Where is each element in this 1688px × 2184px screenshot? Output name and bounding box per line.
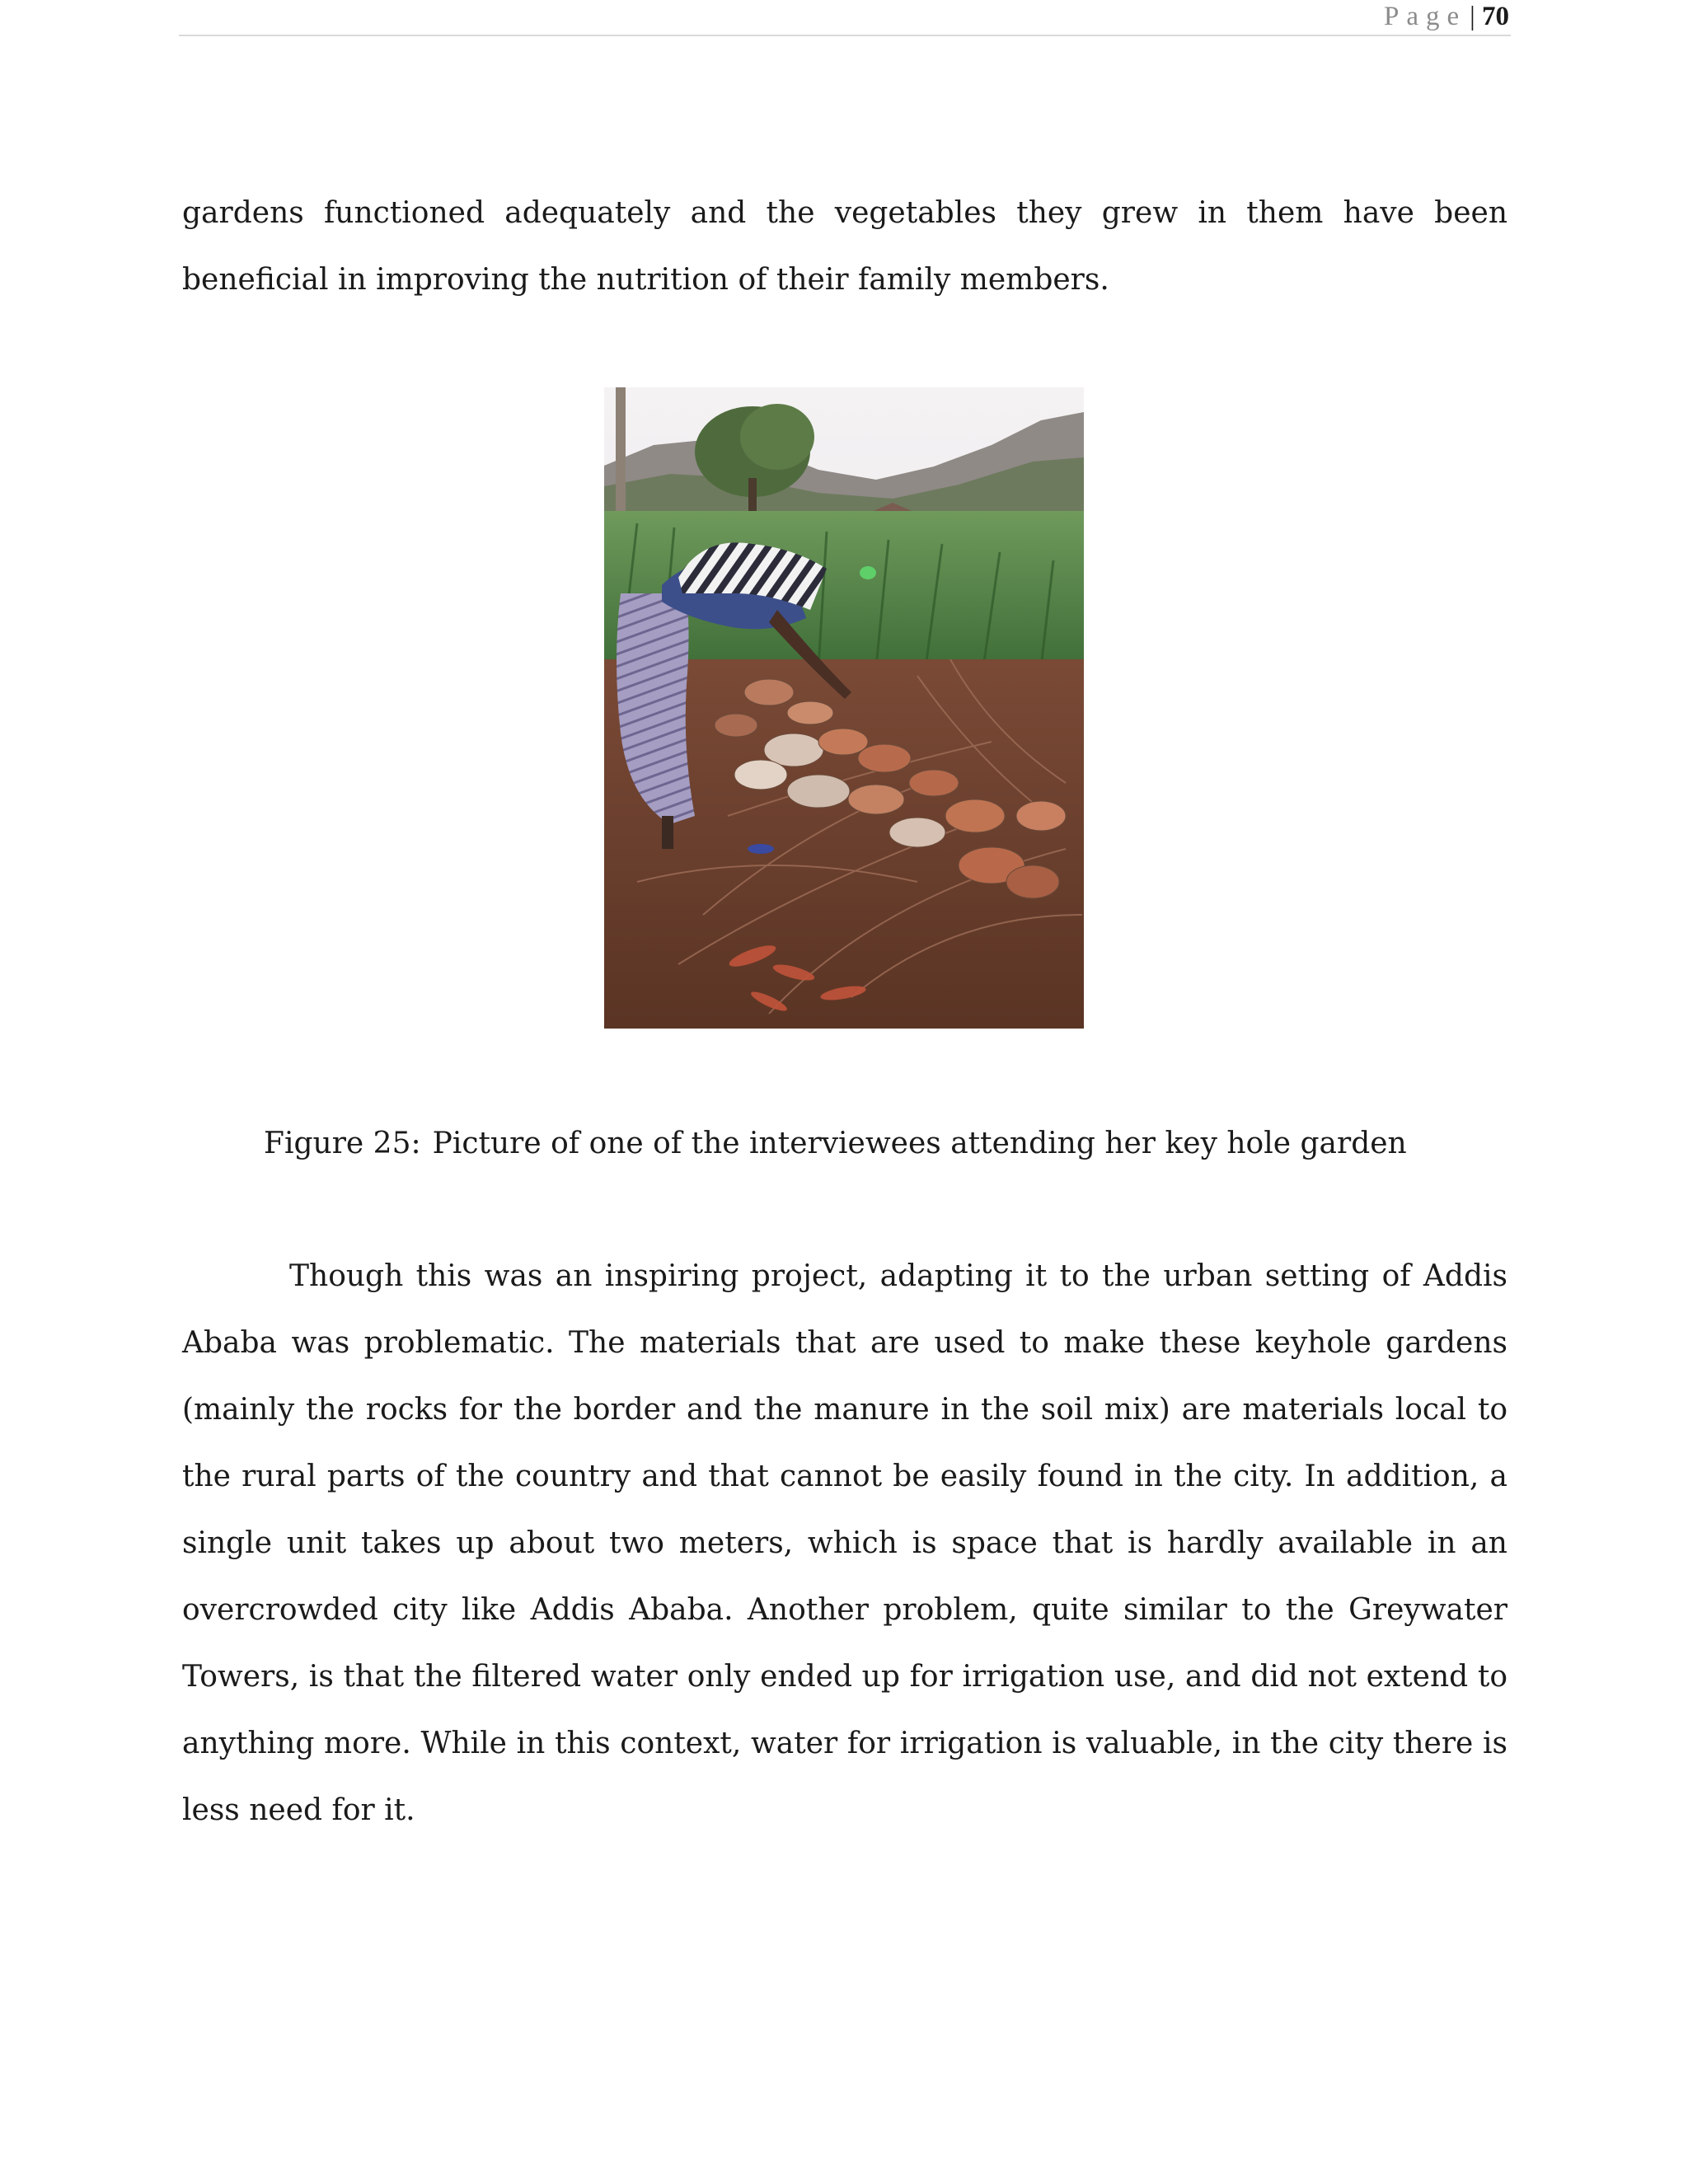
page-number: 70 — [1482, 2, 1509, 31]
page-separator: | — [1470, 2, 1475, 31]
page-number-label — [1384, 0, 1509, 33]
paragraph-main: Though this was an inspiring project, adapting it to the urban setting of Addis Ababa was problematic. The materials that are used to make these keyhole gardens (mainly the rocks for the border and the manure in the soil mix) are materials local to the rural parts of the country and that cannot be easily found in the city. In addition, a single unit takes up about two meters, which is space that is hardly available in an overcrowded city like Addis Ababa. Another problem, quite similar to the Greywater Towers, is that the filtered water only ended up for irrigation use, and did not extend to anything more. While in this context, water for irrigation is valuable, in the city there is less need for it. — [182, 1259, 1507, 1827]
figure-caption-text: Picture of one of the interviewees attending her key hole garden — [432, 1127, 1407, 1160]
page-word: Page — [1383, 2, 1467, 31]
keyhole-garden-photo — [604, 387, 1084, 1029]
figure-caption — [264, 1111, 1500, 1177]
page-header — [179, 0, 1511, 36]
figure-label: Figure 25: — [264, 1127, 421, 1160]
paragraph-continuation: gardens functioned adequately and the vegetables they grew in them have been beneficial in improving the nutrition of their family members. — [182, 196, 1507, 297]
